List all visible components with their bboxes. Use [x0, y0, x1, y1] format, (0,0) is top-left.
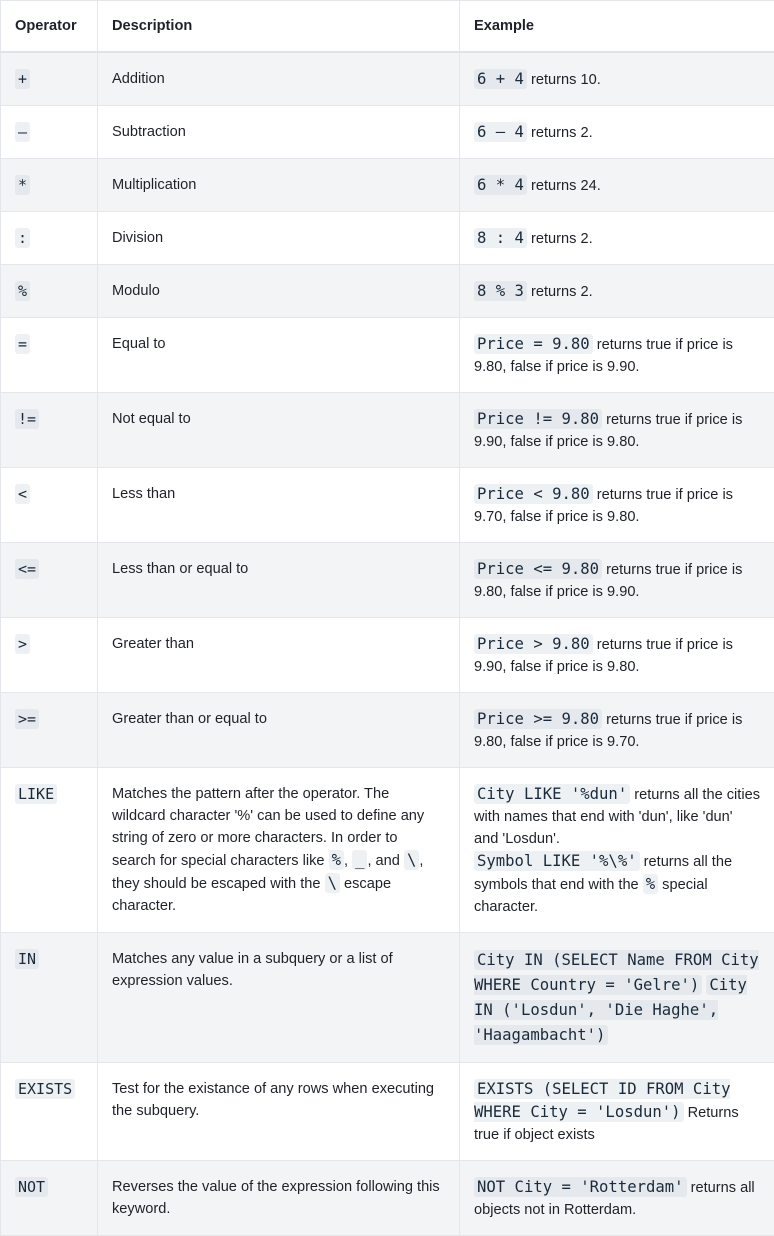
example-text: returns true if price is 9.80, false if price is 9.70. — [474, 712, 742, 750]
example-code: 8 % 3 — [474, 281, 527, 301]
description-cell: Multiplication — [98, 159, 460, 212]
example-text: Returns true if object exists — [474, 1105, 739, 1143]
example-code: City LIKE '%dun' — [474, 784, 630, 804]
example-code: 6 – 4 — [474, 122, 527, 142]
header-row — [1, 1, 774, 53]
example-text: returns true if price is 9.90, false if price is 9.80. — [474, 637, 733, 675]
header-operator: Operator — [1, 1, 98, 53]
example-cell — [460, 1063, 774, 1161]
operator-code: != — [15, 409, 39, 429]
operator-code: – — [15, 122, 30, 142]
table-row — [1, 393, 774, 468]
example-text: returns 2. — [527, 125, 593, 141]
description-text: escape character. — [112, 876, 391, 914]
example-text: returns true if price is 9.80, false if price is 9.90. — [474, 562, 742, 600]
example-cell — [460, 468, 774, 543]
example-cell — [460, 52, 774, 106]
example-text: returns all objects not in Rotterdam. — [474, 1180, 755, 1218]
example-text: returns all the cities with names that end with 'dun', like 'dun' and 'Losdun'. — [474, 787, 760, 847]
example-cell — [460, 693, 774, 768]
operator-code: < — [15, 484, 30, 504]
example-text: returns all the symbols that end with the — [474, 854, 732, 893]
inline-code: % — [643, 874, 658, 894]
operator-code: : — [15, 228, 30, 248]
operator-code: > — [15, 634, 30, 654]
operator-code: LIKE — [15, 784, 57, 804]
description-cell: Greater than — [98, 618, 460, 693]
operator-code: >= — [15, 709, 39, 729]
table-row — [1, 106, 774, 159]
table-row — [1, 468, 774, 543]
example-code: City IN (SELECT Name FROM City WHERE Country = 'Gelre') — [474, 950, 759, 995]
example-cell — [460, 393, 774, 468]
description-cell: Greater than or equal to — [98, 693, 460, 768]
table-row-not — [1, 1161, 774, 1236]
table-row — [1, 265, 774, 318]
example-text: returns true if price is 9.70, false if price is 9.80. — [474, 487, 733, 525]
example-code: Symbol LIKE '%\%' — [474, 851, 640, 871]
description-cell: Division — [98, 212, 460, 265]
description-cell — [98, 768, 460, 933]
inline-code: \ — [404, 850, 419, 870]
operator-code: EXISTS — [15, 1079, 75, 1099]
inline-code: \ — [325, 873, 340, 893]
example-cell — [460, 106, 774, 159]
example-code: Price <= 9.80 — [474, 559, 602, 579]
description-cell: Test for the existance of any rows when executing the subquery. — [98, 1063, 460, 1161]
example-cell — [460, 543, 774, 618]
example-code: 6 + 4 — [474, 69, 527, 89]
table-row — [1, 318, 774, 393]
example-code: 8 : 4 — [474, 228, 527, 248]
description-cell: Addition — [98, 52, 460, 106]
operator-code: IN — [15, 949, 39, 969]
description-cell: Less than or equal to — [98, 543, 460, 618]
example-code: Price = 9.80 — [474, 334, 593, 354]
operator-code: = — [15, 334, 30, 354]
example-code: EXISTS (SELECT ID FROM City WHERE City = 'Losdun') — [474, 1079, 730, 1122]
operator-code: % — [15, 281, 30, 301]
example-text: returns 2. — [527, 284, 593, 300]
example-text: returns 10. — [527, 72, 601, 88]
description-cell: Modulo — [98, 265, 460, 318]
operator-code: NOT — [15, 1177, 48, 1197]
inline-code: _ — [352, 850, 367, 870]
inline-code: % — [329, 850, 344, 870]
example-code: Price < 9.80 — [474, 484, 593, 504]
description-cell: Reverses the value of the expression following this keyword. — [98, 1161, 460, 1236]
example-code: Price >= 9.80 — [474, 709, 602, 729]
example-cell — [460, 265, 774, 318]
description-text: , they should be escaped with the — [112, 853, 423, 892]
example-cell — [460, 768, 774, 933]
example-code: Price > 9.80 — [474, 634, 593, 654]
example-cell — [460, 212, 774, 265]
example-cell — [460, 1161, 774, 1236]
table-row — [1, 618, 774, 693]
example-code: City IN ('Losdun', 'Die Haghe', 'Haagambacht') — [474, 975, 747, 1045]
description-cell: Subtraction — [98, 106, 460, 159]
example-text: returns 24. — [527, 178, 601, 194]
table-row — [1, 159, 774, 212]
example-text: returns true if price is 9.90, false if price is 9.80. — [474, 412, 742, 450]
table-row-like — [1, 768, 774, 933]
table-row-in — [1, 933, 774, 1063]
description-text: , and — [367, 853, 404, 869]
example-cell — [460, 618, 774, 693]
example-cell — [460, 933, 774, 1063]
description-cell: Matches any value in a subquery or a list of expression values. — [98, 933, 460, 1063]
description-cell: Equal to — [98, 318, 460, 393]
description-text: , — [344, 853, 352, 869]
example-code: Price != 9.80 — [474, 409, 602, 429]
example-text: returns 2. — [527, 231, 593, 247]
table-row — [1, 543, 774, 618]
example-code: 6 * 4 — [474, 175, 527, 195]
description-text: Matches the pattern after the operator. The wildcard character '%' can be used to define any string of zero or more characters. In order to search for special characters like — [112, 786, 424, 869]
operator-code: * — [15, 175, 30, 195]
operator-code: + — [15, 69, 30, 89]
table-row — [1, 693, 774, 768]
example-cell — [460, 159, 774, 212]
description-cell: Not equal to — [98, 393, 460, 468]
example-code: NOT City = 'Rotterdam' — [474, 1177, 687, 1197]
example-text: returns true if price is 9.80, false if price is 9.90. — [474, 337, 733, 375]
header-description: Description — [98, 1, 460, 53]
table-row — [1, 212, 774, 265]
example-cell — [460, 318, 774, 393]
example-text: special character. — [474, 877, 708, 915]
header-example: Example — [460, 1, 774, 53]
operator-code: <= — [15, 559, 39, 579]
table-row — [1, 52, 774, 106]
table-row-exists — [1, 1063, 774, 1161]
description-cell: Less than — [98, 468, 460, 543]
